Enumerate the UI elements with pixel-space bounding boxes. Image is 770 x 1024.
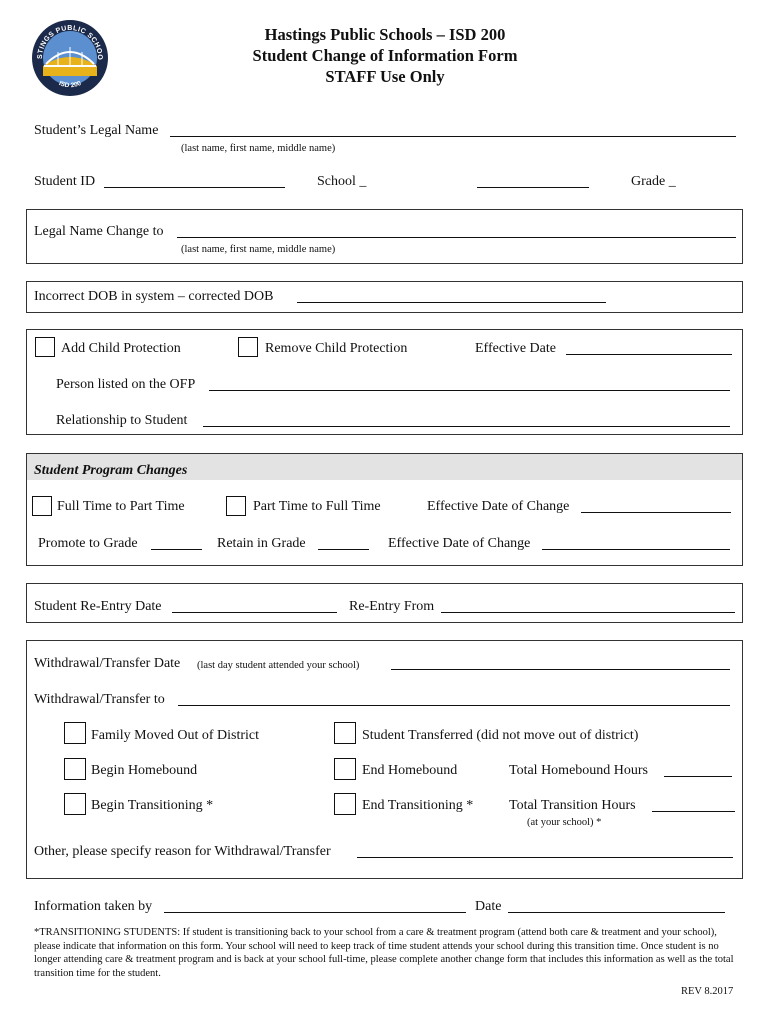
effective-change-label-2: Effective Date of Change: [388, 536, 531, 551]
legal-name-hint: (last name, first name, middle name): [181, 143, 336, 154]
school-field[interactable]: [477, 187, 589, 188]
form-title-line1: Hastings Public Schools – ISD 200: [264, 25, 506, 44]
withdrawal-to-label: Withdrawal/Transfer to: [34, 692, 165, 707]
withdrawal-to-field[interactable]: [178, 705, 730, 706]
begin-transitioning-checkbox[interactable]: [64, 793, 86, 815]
at-school-hint: (at your school) *: [527, 817, 602, 828]
name-change-field[interactable]: [177, 237, 736, 238]
total-transition-label: Total Transition Hours: [509, 798, 636, 813]
student-transferred-checkbox[interactable]: [334, 722, 356, 744]
form-title-line3: STAFF Use Only: [325, 67, 445, 86]
taken-by-label: Information taken by: [34, 899, 153, 914]
student-id-label: Student ID: [34, 174, 96, 189]
dob-label: Incorrect DOB in system – corrected DOB: [34, 289, 274, 304]
reentry-date-label: Student Re-Entry Date: [34, 599, 162, 614]
student-transferred-label: Student Transferred (did not move out of district): [362, 728, 639, 743]
logo-text-top: STINGS PUBLIC SCHOO: [36, 25, 104, 61]
add-child-protection-label: Add Child Protection: [61, 341, 181, 356]
student-id-field[interactable]: [104, 187, 285, 188]
end-homebound-checkbox[interactable]: [334, 758, 356, 780]
total-homebound-label: Total Homebound Hours: [509, 763, 649, 778]
transitioning-note: *TRANSITIONING STUDENTS: If student is transitioning back to your school from a care & treatment program (attend both care & treatment and your school), please indicate that information on this form. Your school will need to keep track of time student attends your school during this transition time. Once student is no longer attending care & treatment program and is back at your school full-time, please complete another change form that includes this information as well as the total transition time for the student.: [34, 927, 734, 979]
retain-label: Retain in Grade: [217, 536, 306, 551]
relationship-label: Relationship to Student: [56, 413, 188, 428]
grade-label: Grade _: [631, 174, 676, 189]
footer-date-label: Date: [475, 899, 502, 914]
end-transitioning-label: End Transitioning *: [362, 798, 474, 813]
revision-label: REV 8.2017: [681, 986, 734, 997]
footer-date-field[interactable]: [508, 912, 725, 913]
end-transitioning-checkbox[interactable]: [334, 793, 356, 815]
add-child-protection-checkbox[interactable]: [35, 337, 55, 357]
effective-change-field-1[interactable]: [581, 512, 731, 513]
pt-to-ft-label: Part Time to Full Time: [253, 499, 381, 514]
protection-effective-date-label: Effective Date: [475, 341, 556, 356]
other-reason-label: Other, please specify reason for Withdrawal/Transfer: [34, 844, 331, 859]
promote-field[interactable]: [151, 549, 202, 550]
withdrawal-date-hint: (last day student attended your school): [197, 660, 360, 671]
total-transition-field[interactable]: [652, 811, 735, 812]
reentry-from-label: Re-Entry From: [349, 599, 435, 614]
dob-field[interactable]: [297, 302, 606, 303]
reentry-date-field[interactable]: [172, 612, 337, 613]
promote-label: Promote to Grade: [38, 536, 138, 551]
withdrawal-date-label: Withdrawal/Transfer Date: [34, 656, 181, 671]
ft-to-pt-checkbox[interactable]: [32, 496, 52, 516]
effective-change-field-2[interactable]: [542, 549, 730, 550]
family-moved-checkbox[interactable]: [64, 722, 86, 744]
name-change-label: Legal Name Change to: [34, 224, 164, 239]
end-homebound-label: End Homebound: [362, 763, 458, 778]
logo-text-bottom: ISD 200: [57, 80, 83, 90]
remove-child-protection-checkbox[interactable]: [238, 337, 258, 357]
effective-change-label-1: Effective Date of Change: [427, 499, 570, 514]
form-title-line2: Student Change of Information Form: [252, 46, 518, 65]
withdrawal-date-field[interactable]: [391, 669, 730, 670]
protection-effective-date-field[interactable]: [566, 354, 732, 355]
begin-homebound-checkbox[interactable]: [64, 758, 86, 780]
pt-to-ft-checkbox[interactable]: [226, 496, 246, 516]
ofp-person-label: Person listed on the OFP: [56, 377, 196, 392]
begin-homebound-label: Begin Homebound: [91, 763, 198, 778]
other-reason-field[interactable]: [357, 857, 733, 858]
relationship-field[interactable]: [203, 426, 730, 427]
school-label: School _: [317, 174, 367, 189]
program-changes-heading: Student Program Changes: [34, 463, 188, 478]
name-change-hint: (last name, first name, middle name): [181, 244, 336, 255]
retain-field[interactable]: [318, 549, 369, 550]
legal-name-field[interactable]: [170, 136, 736, 137]
family-moved-label: Family Moved Out of District: [91, 728, 259, 743]
taken-by-field[interactable]: [164, 912, 466, 913]
total-homebound-field[interactable]: [664, 776, 732, 777]
reentry-from-field[interactable]: [441, 612, 735, 613]
begin-transitioning-label: Begin Transitioning *: [91, 798, 214, 813]
ft-to-pt-label: Full Time to Part Time: [57, 499, 185, 514]
legal-name-label: Student’s Legal Name: [34, 123, 159, 138]
remove-child-protection-label: Remove Child Protection: [265, 341, 408, 356]
ofp-person-field[interactable]: [209, 390, 730, 391]
